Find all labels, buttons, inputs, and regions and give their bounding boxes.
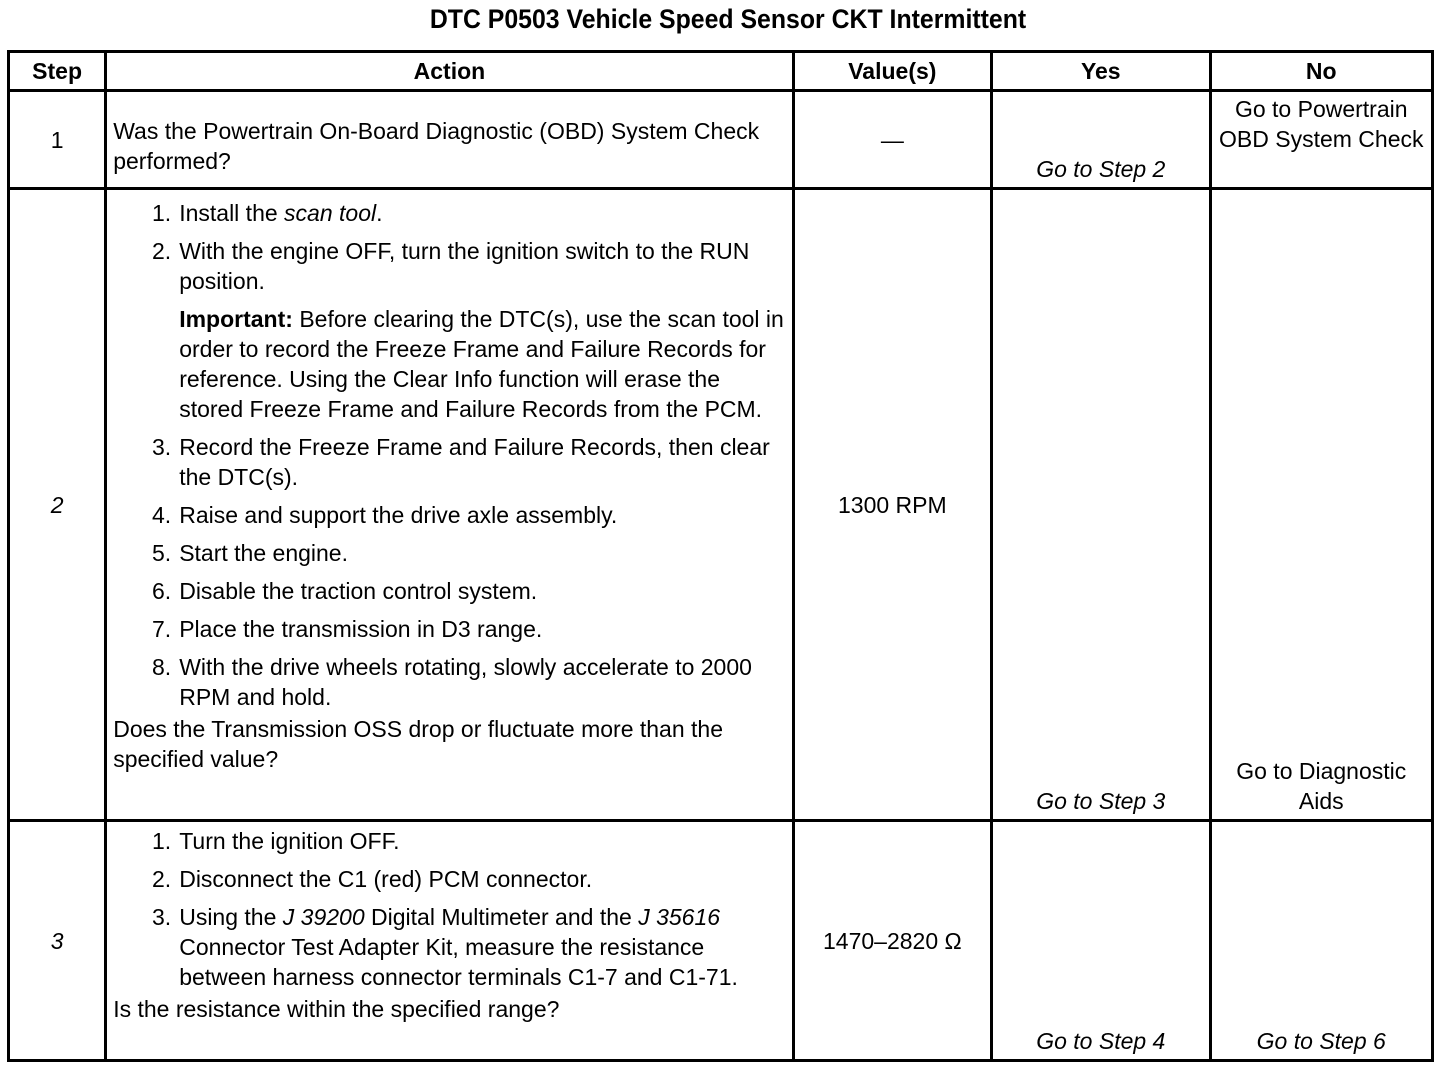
header-values: Value(s) [793, 52, 991, 91]
item-text: With the drive wheels rotating, slowly accelerate to 2000 RPM and hold. [179, 654, 752, 710]
item-number: 1. [152, 828, 172, 854]
list-item [113, 652, 785, 712]
yes-link[interactable]: Go to Step 3 [992, 189, 1210, 821]
list-item [113, 538, 785, 568]
step-number: 1 [9, 91, 106, 189]
list-item [113, 236, 785, 296]
step-question: Was the Powertrain On-Board Diagnostic (OBD) System Check performed? [113, 117, 760, 174]
action-cell [106, 91, 793, 189]
step-question: Is the resistance within the specified range? [113, 996, 560, 1022]
tool-name: scan tool [284, 200, 377, 226]
item-text: Raise and support the drive axle assembly. [179, 502, 618, 528]
header-step: Step [9, 52, 106, 91]
item-text: Disconnect the C1 (red) PCM connector. [179, 866, 593, 892]
item-number: 3. [152, 434, 172, 460]
item-number: 8. [152, 654, 172, 680]
item-text: Start the engine. [179, 540, 348, 566]
item-text: Connector Test Adapter Kit, measure the resistance between harness connector terminals C1-7 and C1-71. [179, 934, 738, 990]
list-item [113, 198, 785, 228]
yes-link[interactable]: Go to Step 2 [992, 91, 1210, 189]
page-title: DTC P0503 Vehicle Speed Sensor CKT Intermittent [429, 4, 1027, 34]
list-item [113, 576, 785, 606]
item-number: 5. [152, 540, 172, 566]
no-link[interactable]: Go to Step 6 [1210, 821, 1433, 1061]
item-text: Digital Multimeter and the [364, 904, 639, 930]
item-text: . [376, 200, 383, 226]
item-text: Disable the traction control system. [179, 578, 538, 604]
item-number: 2. [152, 238, 172, 264]
value-cell: — [793, 91, 991, 189]
tool-name: J 35616 [638, 904, 721, 930]
item-text: Turn the ignition OFF. [179, 828, 400, 854]
table-row [9, 91, 1433, 189]
header-action: Action [106, 52, 793, 91]
action-cell [106, 821, 793, 1061]
item-number: 2. [152, 866, 172, 892]
no-link[interactable]: Go to Powertrain OBD System Check [1210, 91, 1433, 189]
list-item [113, 864, 785, 894]
important-text: Before clearing the DTC(s), use the scan tool in order to record the Freeze Frame and Failure Records for reference. Using the Clear Info function will erase the stored Freeze Frame and Failure Records from the PCM. [179, 306, 784, 422]
diagnostic-table [7, 50, 1434, 1062]
list-item [113, 432, 785, 492]
important-label: Important: [179, 306, 293, 332]
item-number: 1. [152, 200, 172, 226]
list-item [113, 902, 785, 992]
yes-link[interactable]: Go to Step 4 [992, 821, 1210, 1061]
item-number: 3. [152, 904, 172, 930]
table-row [9, 189, 1433, 821]
list-item [113, 614, 785, 644]
list-item [113, 500, 785, 530]
item-number: 4. [152, 502, 172, 528]
item-text: Record the Freeze Frame and Failure Records, then clear the DTC(s). [179, 434, 770, 490]
important-note [113, 304, 785, 424]
item-text: Using the [179, 904, 283, 930]
item-number: 6. [152, 578, 172, 604]
item-text: Install the [179, 200, 285, 226]
table-header-row [9, 52, 1433, 91]
no-link[interactable]: Go to Diagnostic Aids [1210, 189, 1433, 821]
header-no: No [1210, 52, 1433, 91]
item-text: Place the transmission in D3 range. [179, 616, 543, 642]
item-text: With the engine OFF, turn the ignition switch to the RUN position. [179, 238, 750, 294]
value-cell: 1300 RPM [793, 189, 991, 821]
step-number: 3 [9, 821, 106, 1061]
action-cell [106, 189, 793, 821]
item-number: 7. [152, 616, 172, 642]
table-row [9, 821, 1433, 1061]
step-number: 2 [9, 189, 106, 821]
tool-name: J 39200 [282, 904, 365, 930]
header-yes: Yes [992, 52, 1210, 91]
step-question: Does the Transmission OSS drop or fluctuate more than the specified value? [113, 716, 724, 772]
list-item [113, 826, 785, 856]
value-cell: 1470–2820 Ω [793, 821, 991, 1061]
